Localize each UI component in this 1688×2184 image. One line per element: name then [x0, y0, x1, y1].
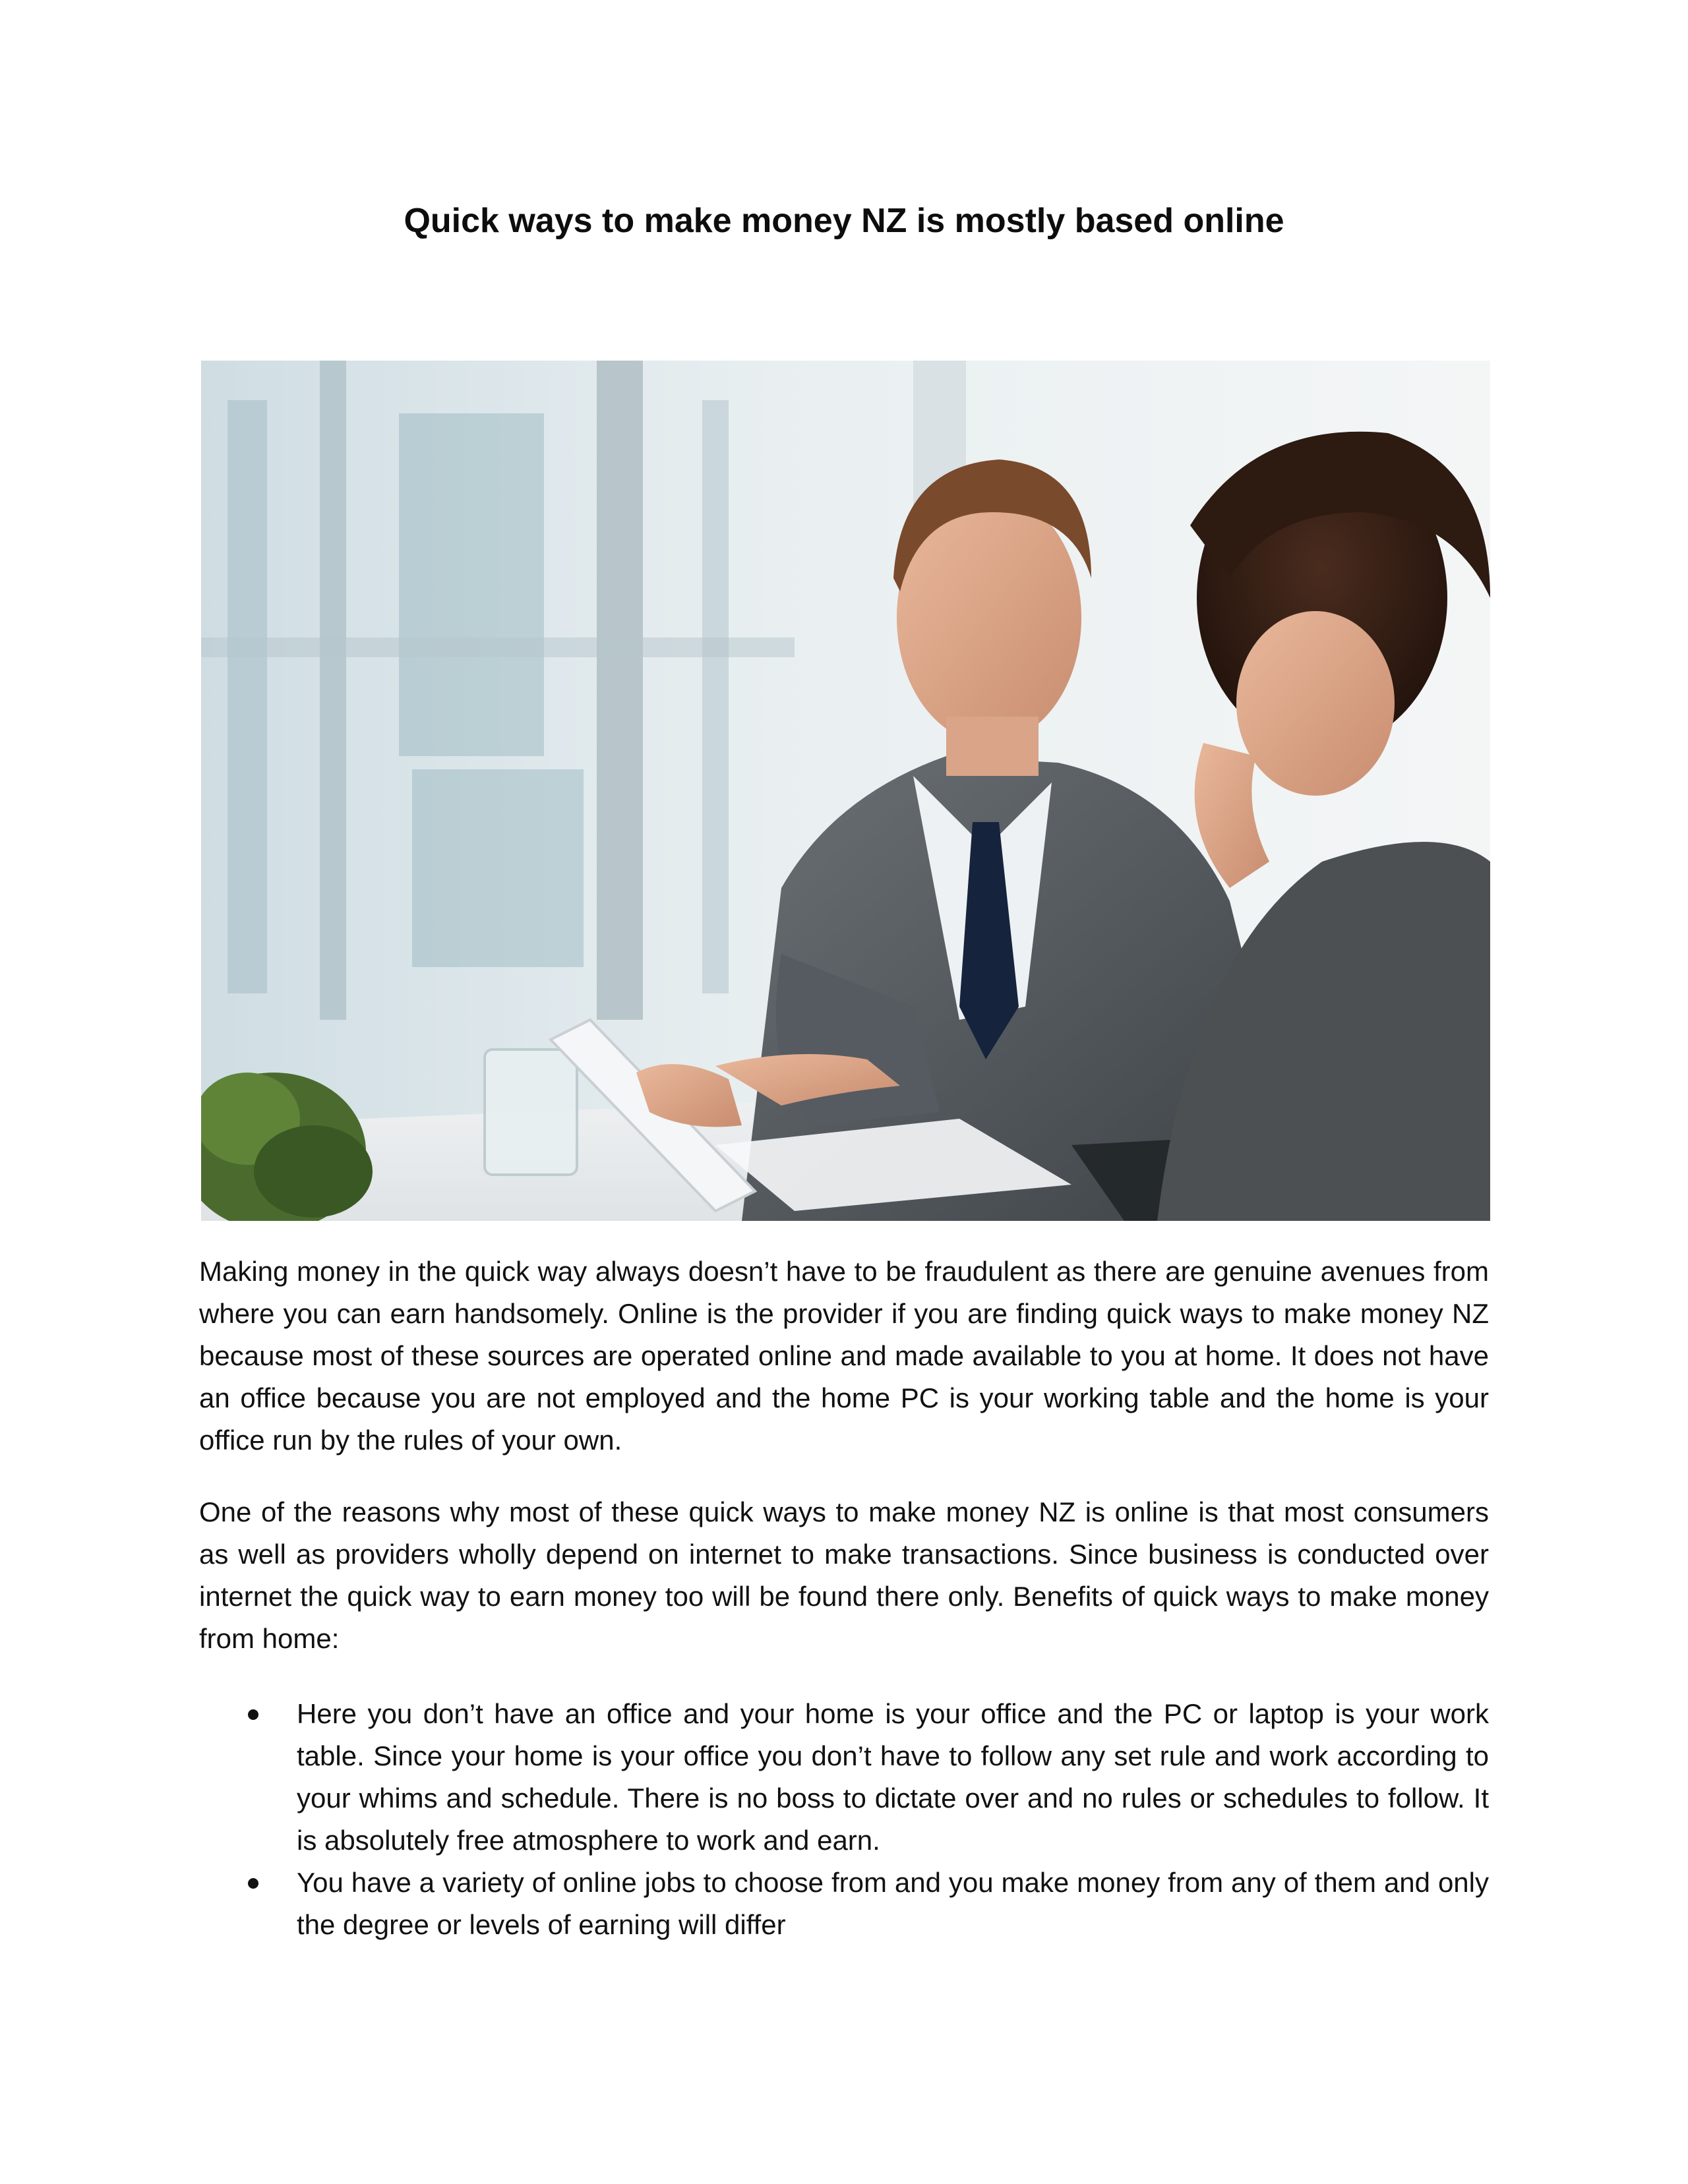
paragraph-1: Making money in the quick way always doesn’t have to be fraudulent as there are genuine avenues from where you can earn handsomely. Online is the provider if you are finding quick ways to make money NZ because most of these sources are operated online and made available to you at home. It does not have an office because you are not employed and the home PC is your working table and the home is your office run by the rules of your own.	[199, 1256, 1489, 1456]
list-item-text: You have a variety of online jobs to choose from and you make money from any of them and only the degree or levels of earning will differ	[297, 1867, 1489, 1940]
office-meeting-photo	[201, 361, 1490, 1221]
bullet-icon	[248, 1878, 258, 1889]
page-title: Quick ways to make money NZ is mostly based online	[404, 202, 1284, 240]
photo-illustration	[201, 361, 1490, 1221]
list-item-text: Here you don’t have an office and your home is your office and the PC or laptop is your work table. Since your home is your office you don’t have to follow any set rule and work according to your whims and schedule. There is no boss to dictate over and no rules or schedules to follow. It is absolutely free atmosphere to work and earn.	[297, 1698, 1489, 1856]
list-item	[199, 1693, 1489, 1862]
bullet-icon	[248, 1709, 258, 1720]
paragraph-2: One of the reasons why most of these quick ways to make money NZ is online is that most consumers as well as providers wholly depend on internet to make transactions. Since business is conducted over internet the quick way to earn money too will be found there only. Benefits of quick ways to make money from home:	[199, 1496, 1489, 1654]
list-item	[199, 1862, 1489, 1946]
benefits-list	[199, 1693, 1489, 1946]
